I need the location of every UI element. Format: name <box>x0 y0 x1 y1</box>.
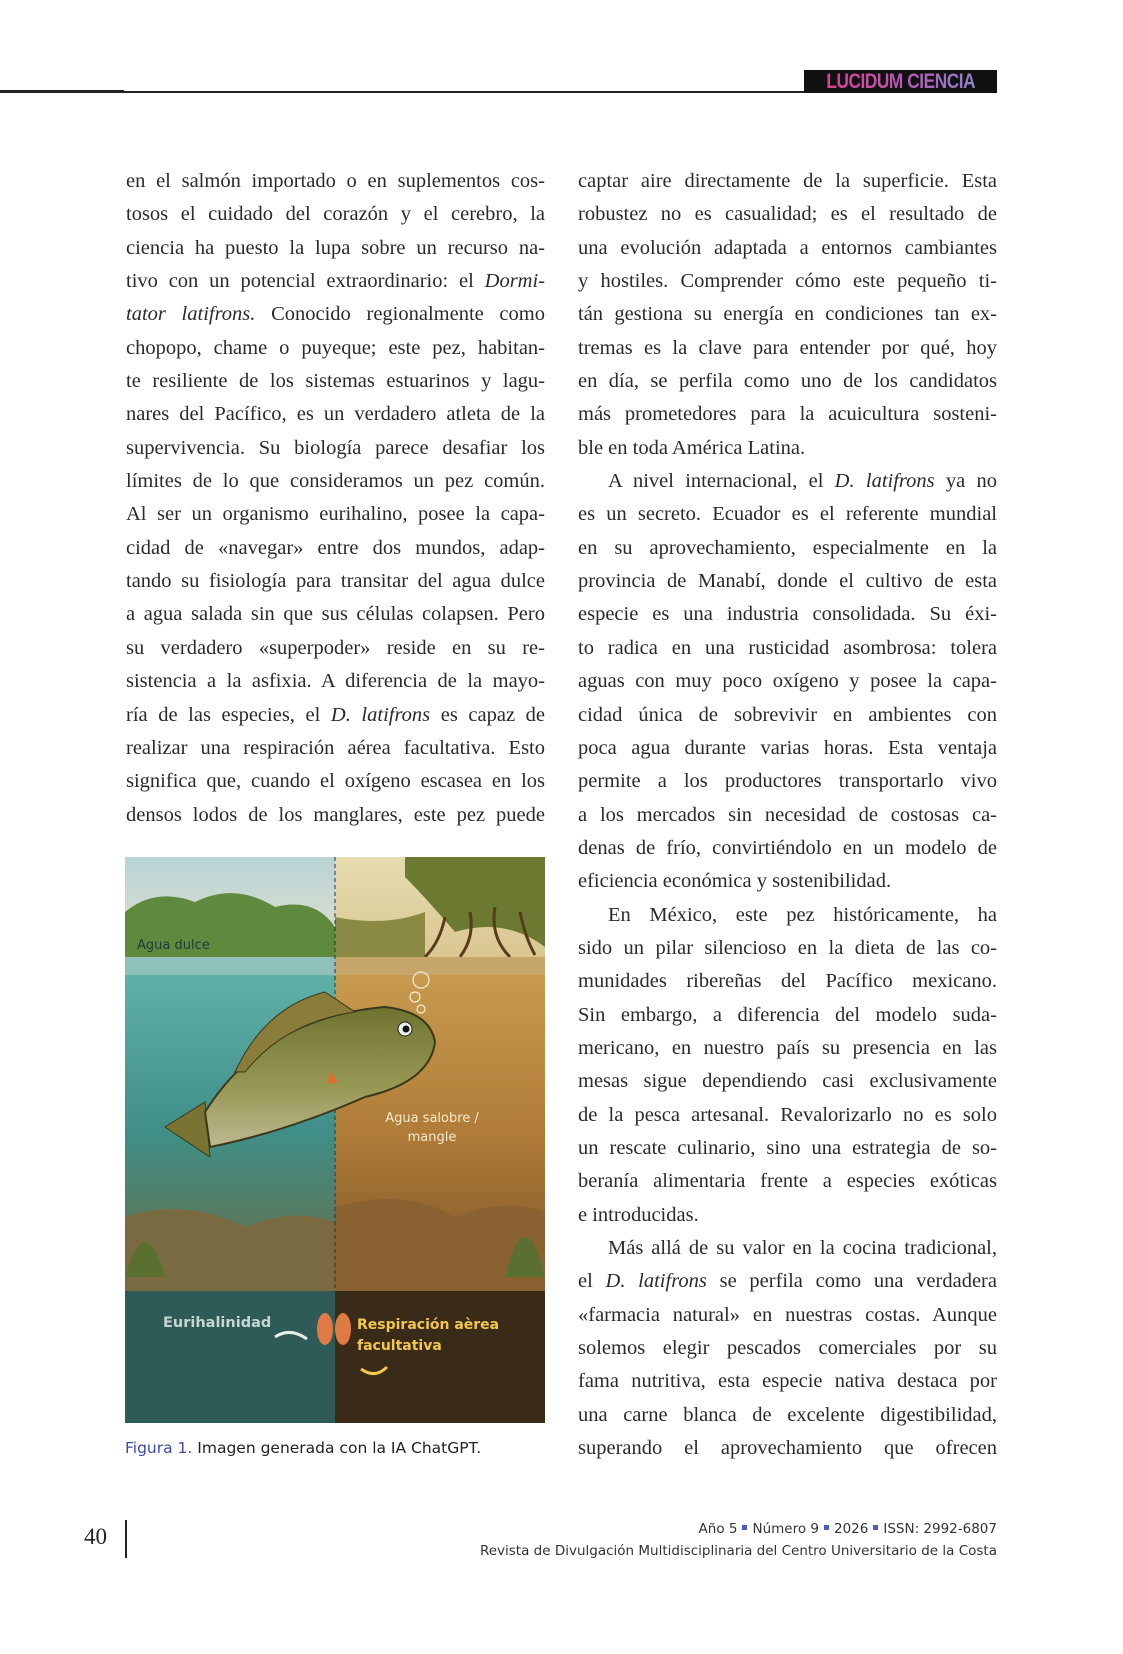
text-segment: permite a los productores transportarlo vivo <box>578 770 997 793</box>
italic-term: D. latifrons <box>330 703 431 726</box>
text-line <box>578 298 997 331</box>
text-line <box>578 1099 997 1132</box>
bullet-icon <box>742 1525 747 1530</box>
text-segment: realizar una respiración aérea facultativa. Esto <box>126 736 545 759</box>
text-segment: ciencia ha puesto la lupa sobre un recurso na- <box>126 236 545 259</box>
text-segment: ble en toda América Latina. <box>578 436 806 459</box>
text-segment: tán gestiona su energía en condiciones tan ex- <box>578 303 997 326</box>
text-segment: Al ser un organismo eurihalino, posee la capa- <box>126 503 545 526</box>
text-line <box>578 1132 997 1165</box>
text-segment: un rescate culinario, sino una estrategia de so- <box>578 1136 997 1159</box>
text-segment: mesas sigue dependiendo casi exclusivamente <box>578 1070 997 1093</box>
text-line <box>578 598 997 631</box>
text-segment: mericano, en nuestro país su presencia en las <box>578 1036 997 1059</box>
header-rule-thick <box>0 90 124 93</box>
text-line <box>578 432 997 465</box>
text-line <box>578 732 997 765</box>
text-segment: te resiliente de los sistemas estuarinos y lagu- <box>126 370 545 393</box>
text-line <box>578 265 997 298</box>
text-segment: munidades ribereñas del Pacífico mexicano. <box>578 970 997 993</box>
text-line <box>126 498 545 531</box>
text-line <box>578 899 997 932</box>
text-segment: Conocido regionalmente como <box>255 303 545 326</box>
text-segment: supervivencia. Su biología parece desafiar los <box>126 436 545 459</box>
year: Año 5 <box>698 1521 738 1537</box>
label-fresh-water: Agua dulce <box>137 938 210 953</box>
text-segment: en día, se perfila como uno de los candidatos <box>578 370 997 393</box>
text-segment: es capaz de <box>430 703 545 726</box>
issn: ISSN: 2992-6807 <box>883 1521 997 1537</box>
text-segment: En México, este pez históricamente, ha <box>608 903 997 926</box>
text-segment: A nivel internacional, el <box>608 470 835 493</box>
text-segment: más prometedores para la acuicultura sosteni- <box>578 403 997 426</box>
text-line <box>578 832 997 865</box>
figure-caption <box>125 1439 481 1457</box>
text-line <box>126 732 545 765</box>
text-segment: «farmacia natural» en nuestras costas. Aunque <box>578 1303 997 1326</box>
text-segment: captar aire directamente de la superficie. Esta <box>578 170 997 192</box>
text-line <box>578 398 997 431</box>
text-line <box>578 1365 997 1398</box>
text-segment: en su aprovechamiento, especialmente en la <box>578 536 997 559</box>
italic-term: D. latifrons <box>834 470 935 493</box>
text-line <box>126 432 545 465</box>
text-segment: Sin embargo, a diferencia del modelo suda- <box>578 1003 997 1026</box>
text-line <box>578 1032 997 1065</box>
text-line <box>578 799 997 832</box>
figure-illustration <box>125 857 545 1423</box>
text-segment: a agua salada sin que sus células colapsen. Pero <box>126 603 545 626</box>
text-line <box>578 765 997 798</box>
text-segment: su verdadero «superpoder» reside en su re- <box>126 636 545 659</box>
page-number: 40 <box>84 1524 107 1549</box>
text-line <box>578 1199 997 1232</box>
text-segment: tando su fisiología para transitar del agua dulce <box>126 570 545 593</box>
text-line <box>578 665 997 698</box>
italic-term: tator latifrons. <box>126 303 256 326</box>
text-line <box>578 198 997 231</box>
text-segment: ya no <box>934 470 997 493</box>
text-segment: sido un pilar silencioso en la dieta de las co- <box>578 936 997 959</box>
text-segment: nares del Pacífico, es un verdadero atleta de la <box>126 403 545 426</box>
text-line <box>126 232 545 265</box>
date: 2026 <box>833 1521 869 1537</box>
text-segment: ría de las especies, el <box>126 703 331 726</box>
text-line <box>578 232 997 265</box>
label-air-breathing-1: Respiración aèrea <box>357 1317 500 1333</box>
caption-text: Imagen generada con la IA ChatGPT. <box>192 1439 482 1457</box>
text-segment: el <box>578 1270 606 1293</box>
text-line <box>126 332 545 365</box>
text-line <box>578 1399 997 1432</box>
text-segment: tivo con un potencial extraordinario: el <box>126 270 485 293</box>
journal-name: Revista de Divulgación Multidisciplinaria del Centro Universitario de la Costa <box>479 1543 997 1559</box>
text-line <box>126 632 545 665</box>
journal-brand <box>804 70 997 93</box>
text-segment: aguas con muy poco oxígeno y posee la capa- <box>578 670 997 693</box>
text-segment: una evolución adaptada a entornos cambiantes <box>578 236 997 259</box>
text-segment: tosos el cuidado del corazón y el cerebro, la <box>126 203 545 226</box>
text-segment: a los mercados sin necesidad de costosas ca- <box>578 803 997 826</box>
text-line <box>578 999 997 1032</box>
text-line <box>578 365 997 398</box>
text-line <box>578 1299 997 1332</box>
fish-illustration <box>125 857 545 1423</box>
text-line <box>578 699 997 732</box>
text-line <box>126 598 545 631</box>
issue-info <box>699 1521 997 1537</box>
page-number-divider <box>125 1520 127 1558</box>
text-segment: fama nutritiva, esta especie nativa destaca por <box>578 1370 997 1393</box>
text-line <box>578 165 997 198</box>
text-segment: una carne blanca de excelente digestibilidad, <box>578 1403 997 1426</box>
text-segment: y hostiles. Comprender cómo este pequeño ti- <box>578 270 997 293</box>
text-line <box>578 1232 997 1265</box>
text-line <box>578 932 997 965</box>
text-segment: Más allá de su valor en la cocina tradicional, <box>608 1237 997 1259</box>
text-line <box>578 1332 997 1365</box>
text-line <box>126 298 545 331</box>
text-segment: to radica en una rusticidad asombrosa: tolera <box>578 636 997 659</box>
label-brackish-2: mangle <box>407 1130 457 1145</box>
text-segment: eficiencia económica y sostenibilidad. <box>578 870 892 893</box>
brand-text: LUCIDUM CIENCIA <box>826 70 975 93</box>
italic-term: Dormi- <box>484 270 545 293</box>
text-line <box>578 1432 997 1465</box>
text-segment: significa que, cuando el oxígeno escasea en los <box>126 770 545 793</box>
text-segment: provincia de Manabí, donde el cultivo de esta <box>578 570 997 593</box>
text-segment: cidad única de sobrevivir en ambientes con <box>578 703 997 726</box>
text-line <box>126 699 545 732</box>
text-segment: cidad de «navegar» entre dos mundos, adap- <box>126 536 545 559</box>
text-line <box>126 765 545 798</box>
header-rule <box>124 91 806 93</box>
text-line <box>126 532 545 565</box>
text-line <box>126 398 545 431</box>
text-segment: se perfila como una verdadera <box>706 1270 997 1293</box>
text-line <box>126 465 545 498</box>
text-segment: es un secreto. Ecuador es el referente mundial <box>578 503 997 526</box>
text-segment: especie es una industria consolidada. Su éxi- <box>578 603 997 626</box>
caption-label: Figura 1. <box>125 1439 193 1457</box>
text-line <box>578 1265 997 1298</box>
text-line <box>578 498 997 531</box>
issue: Número 9 <box>752 1521 819 1537</box>
text-line <box>578 532 997 565</box>
text-line <box>126 198 545 231</box>
text-segment: en el salmón importado o en suplementos cos- <box>126 170 545 192</box>
text-line <box>578 965 997 998</box>
label-euryhalinity: Eurihalinidad <box>163 1315 272 1331</box>
bullet-icon <box>873 1525 878 1530</box>
text-line <box>578 865 997 898</box>
text-segment: superando el aprovechamiento que ofrecen <box>578 1437 997 1460</box>
text-segment: robustez no es casualidad; es el resultado de <box>578 203 997 226</box>
text-line <box>126 265 545 298</box>
text-line <box>126 365 545 398</box>
text-segment: de la pesca artesanal. Revalorizarlo no es solo <box>578 1103 997 1126</box>
text-line <box>578 332 997 365</box>
text-segment: chopopo, chame o puyeque; este pez, habitan- <box>126 336 545 359</box>
text-line <box>578 465 997 498</box>
label-air-breathing-2: facultativa <box>357 1338 442 1354</box>
text-column-left <box>126 165 545 832</box>
text-line <box>578 632 997 665</box>
text-segment: solemos elegir pescados comerciales por su <box>578 1337 997 1360</box>
text-line <box>126 565 545 598</box>
text-segment: poca agua durante varias horas. Esta ventaja <box>578 736 997 759</box>
text-segment: tremas es la clave para entender por qué, hoy <box>578 336 997 359</box>
text-line <box>126 665 545 698</box>
text-segment: densos lodos de los manglares, este pez puede <box>126 803 545 826</box>
text-line <box>126 165 545 198</box>
text-line <box>578 565 997 598</box>
text-segment: denas de frío, convirtiéndolo en un modelo de <box>578 836 997 859</box>
label-brackish-1: Agua salobre / <box>385 1111 479 1126</box>
text-segment: beranía alimentaria frente a especies exóticas <box>578 1170 997 1193</box>
text-line <box>578 1165 997 1198</box>
italic-term: D. latifrons <box>605 1270 707 1293</box>
text-line <box>126 799 545 832</box>
bullet-icon <box>824 1525 829 1530</box>
text-segment: e introducidas. <box>578 1203 699 1226</box>
text-segment: límites de lo que consideramos un pez común. <box>126 470 545 493</box>
text-line <box>578 1065 997 1098</box>
text-column-right <box>578 165 997 1465</box>
text-segment: sistencia a la asfixia. A diferencia de la mayo- <box>126 670 545 693</box>
